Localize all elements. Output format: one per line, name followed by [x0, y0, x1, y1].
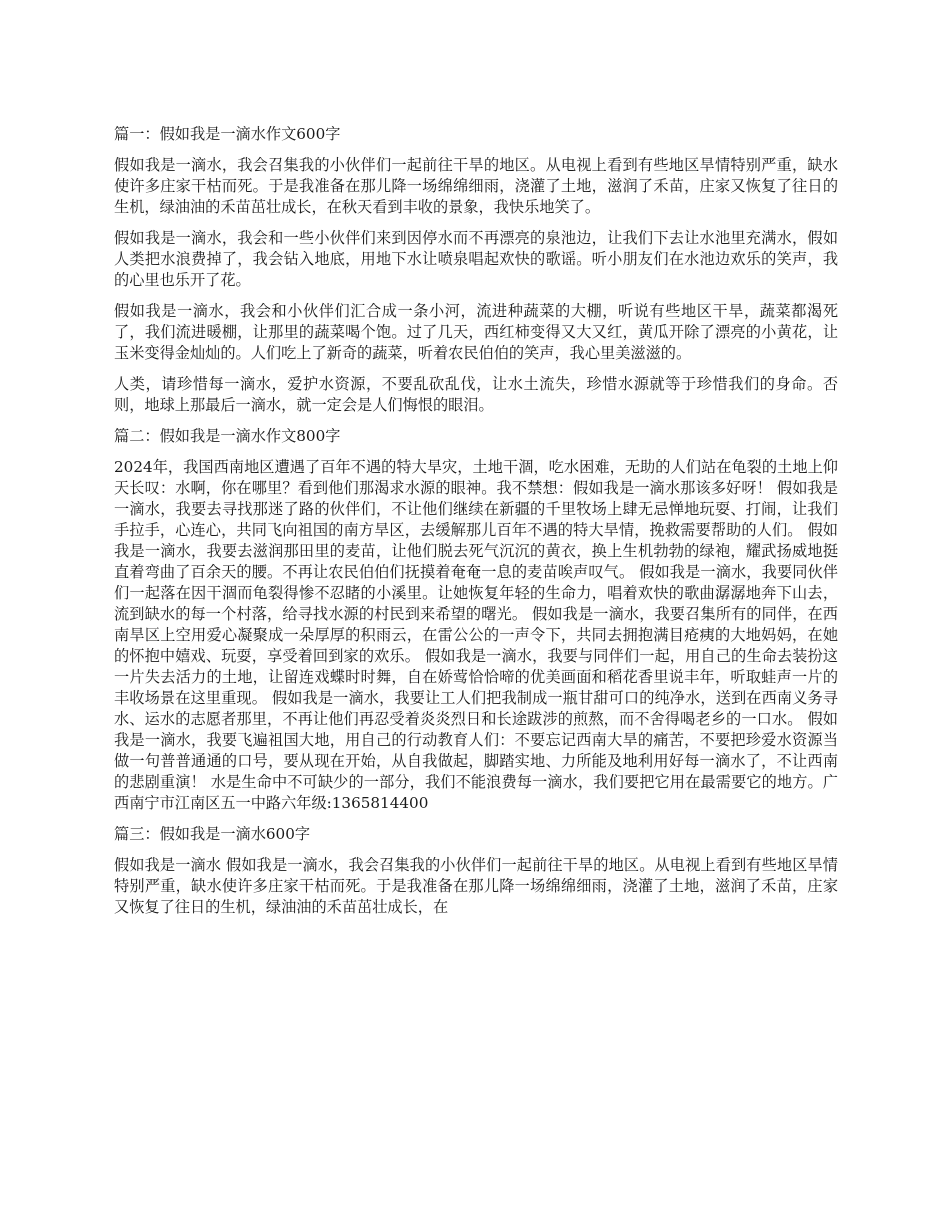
section-3-paragraph-1: 假如我是一滴水 假如我是一滴水，我会召集我的小伙伴们一起前往干旱的地区。从电视上看到有些地区旱情特别严重，缺水使许多庄家干枯而死。于是我准备在那儿降一场绵绵细雨，浇灌了土地，滋润了禾苗，庄家又恢复了往日的生机，绿油油的禾苗茁壮成长，在 [114, 856, 838, 916]
document-body [114, 124, 838, 928]
section-3-title: 篇三：假如我是一滴水600字 [114, 825, 311, 843]
section-1-paragraph-3: 假如我是一滴水，我会和小伙伴们汇合成一条小河，流进种蔬菜的大棚，听说有些地区干旱，蔬菜都渴死了，我们流进暖棚，让那里的蔬菜喝个饱。过了几天，西红柿变得又大又红，黄瓜开除了漂亮的小黄花，让玉米变得金灿灿的。人们吃上了新奇的蔬菜，听着农民伯伯的笑声，我心里美滋滋的。 [114, 302, 838, 362]
section-1-title: 篇一：假如我是一滴水作文600字 [114, 125, 341, 143]
section-2-title: 篇二：假如我是一滴水作文800字 [114, 427, 341, 445]
section-1-paragraph-2: 假如我是一滴水，我会和一些小伙伴们来到因停水而不再漂亮的泉池边，让我们下去让水池里充满水，假如人类把水浪费掉了，我会钻入地底，用地下水让喷泉唱起欢快的歌谣。听小朋友们在水池边欢乐的笑声，我的心里也乐开了花。 [114, 229, 838, 289]
section-1-paragraph-1: 假如我是一滴水，我会召集我的小伙伴们一起前往干旱的地区。从电视上看到有些地区旱情特别严重，缺水使许多庄家干枯而死。于是我准备在那儿降一场绵绵细雨，浇灌了土地，滋润了禾苗，庄家又恢复了往日的生机，绿油油的禾苗茁壮成长，在秋天看到丰收的景象，我快乐地笑了。 [114, 156, 838, 216]
section-1-paragraph-4: 人类，请珍惜每一滴水，爱护水资源，不要乱砍乱伐，让水土流失，珍惜水源就等于珍惜我们的身命。否则，地球上那最后一滴水，就一定会是人们悔恨的眼泪。 [114, 375, 838, 414]
section-2-paragraph-1: 2024年，我国西南地区遭遇了百年不遇的特大旱灾，土地干涸，吃水困难，无助的人们站在龟裂的土地上仰天长叹：水啊，你在哪里？看到他们那渴求水源的眼神。我不禁想：假如我是一滴水那该多好呀！ 假如我是一滴水，我要去寻找那迷了路的伙伴们，不让他们继续在新疆的千里牧场上肆无忌惮地玩耍、打闹，让我们手拉手，心连心，共同飞向祖国的南方旱区，去缓解那儿百年不遇的特大旱情，挽救需要帮助的人们。 假如我是一滴水，我要去滋润那田里的麦苗，让他们脱去死气沉沉的黄衣，换上生机勃勃的绿袍，耀武扬威地挺直着弯曲了百余天的腰。不再让农民伯伯们抚摸着奄奄一息的麦苗唉声叹气。 假如我是一滴水，我要同伙伴们一起落在因干涸而龟裂得惨不忍睹的小溪里。让她恢复年轻的生命力，唱着欢快的歌曲潺潺地奔下山去，流到缺水的每一个村落，给寻找水源的村民到来希望的曙光。 假如我是一滴水，我要召集所有的同伴，在西南旱区上空用爱心凝聚成一朵厚厚的积雨云，在雷公公的一声令下，共同去拥抱满目疮痍的大地妈妈，在她的怀抱中嬉戏、玩耍，享受着回到家的欢乐。 假如我是一滴水，我要与同伴们一起，用自己的生命去装扮这一片失去活力的土地，让留连戏蝶时时舞，自在娇莺恰恰啼的优美画面和稻花香里说丰年，听取蛙声一片的丰收场景在这里重现。 假如我是一滴水，我要让工人们把我制成一瓶甘甜可口的纯净水，送到在西南义务寻水、运水的志愿者那里，不再让他们再忍受着炎炎烈日和长途跋涉的煎熬，而不舍得喝老乡的一口水。 假如我是一滴水，我要飞遍祖国大地，用自己的行动教育人们：不要忘记西南大旱的痛苦，不要把珍爱水资源当做一句普普通通的口号，要从现在开始，从自我做起，脚踏实地、力所能及地利用好每一滴水了，不让西南的悲剧重演！ 水是生命中不可缺少的一部分，我们不能浪费每一滴水，我们要把它用在最需要它的地方。广西南宁市江南区五一中路六年级:1365814400 [114, 458, 838, 812]
